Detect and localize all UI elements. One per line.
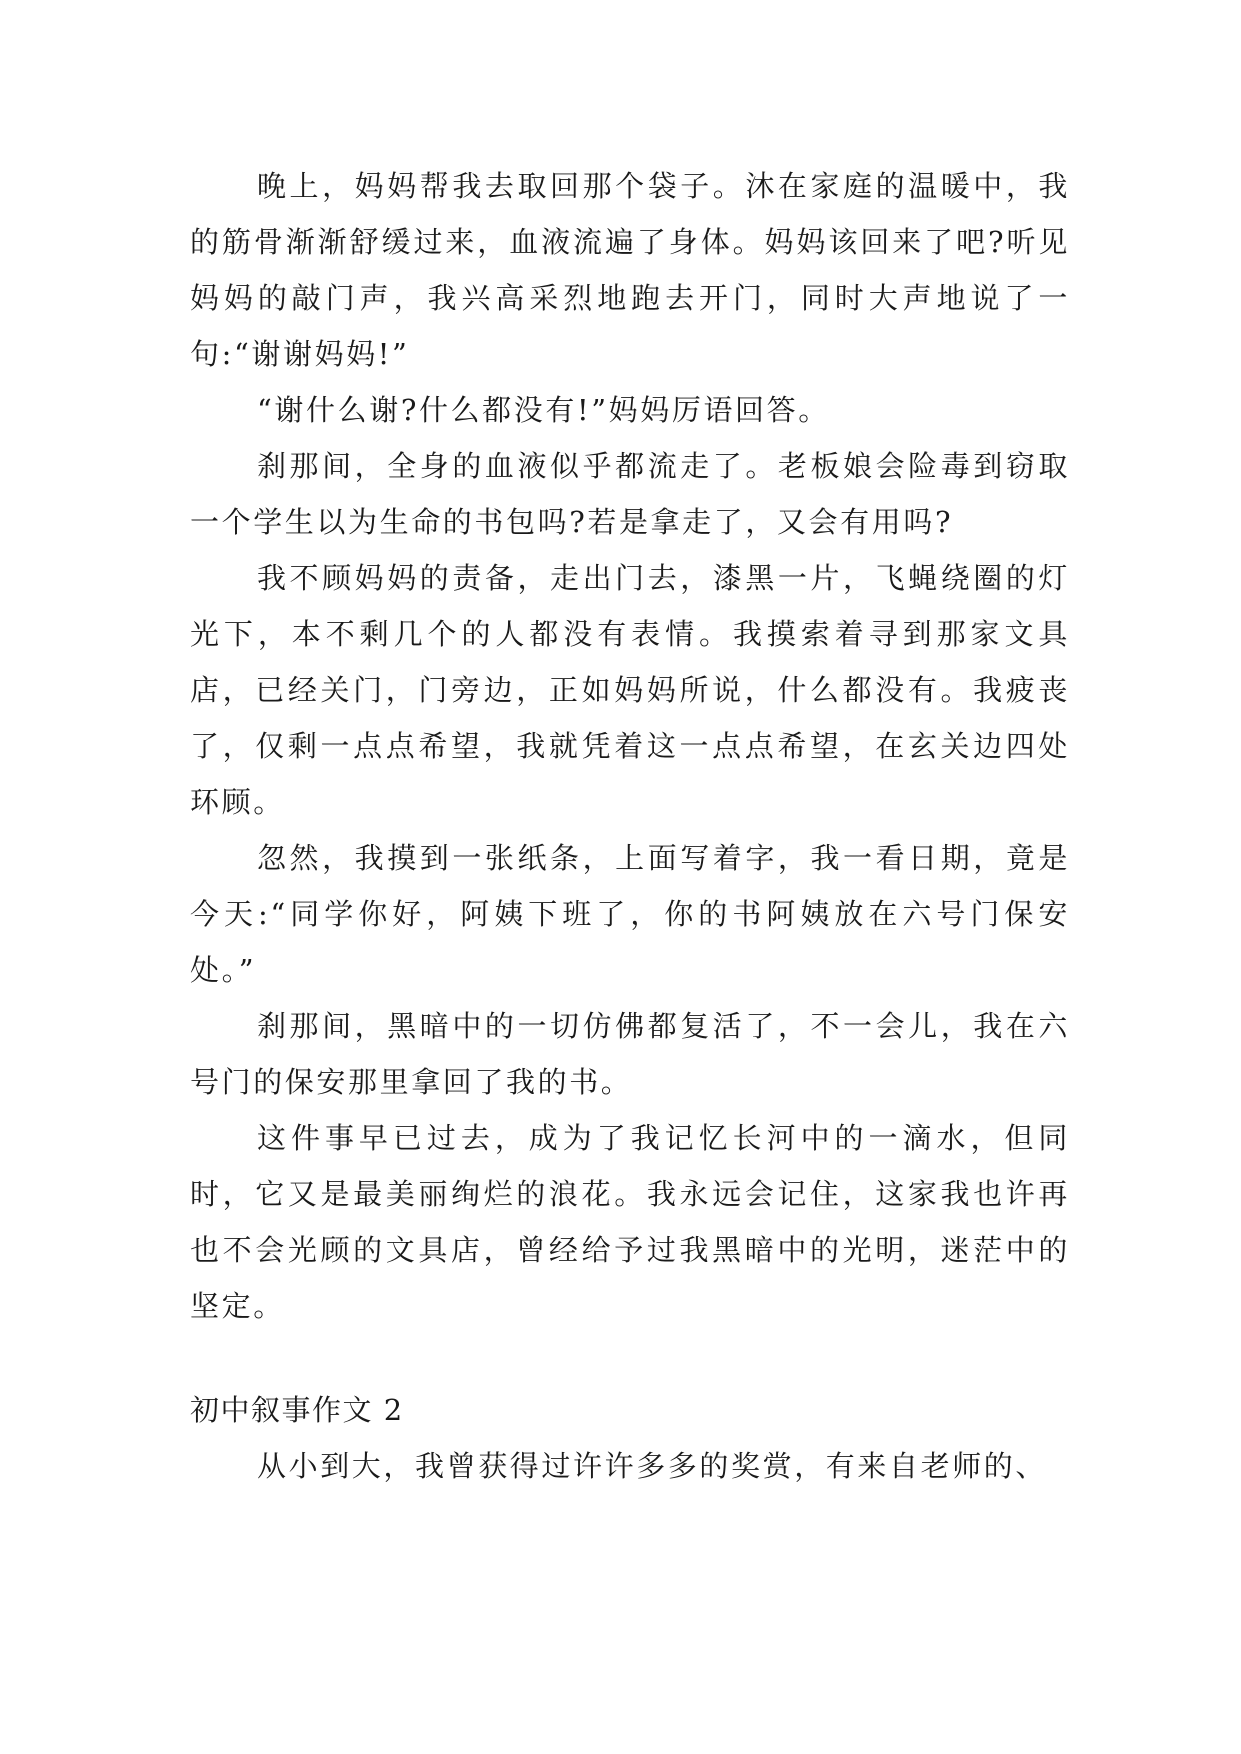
paragraph-search: 我不顾妈妈的责备，走出门去，漆黑一片，飞蝇绕圈的灯光下，本不剩几个的人都没有表情。我摸索着寻到那家文具店，已经关门，门旁边，正如妈妈所说，什么都没有。我疲丧了，仅剩一点点希望，我就凭着这一点点希望，在玄关边四处环顾。 xyxy=(190,561,1070,819)
paragraph-mother-reply: “谢什么谢?什么都没有!”妈妈厉语回答。 xyxy=(257,393,830,427)
section-spacer xyxy=(190,1334,1070,1382)
section-heading: 初中叙事作文 2 xyxy=(190,1393,404,1427)
paragraph-evening: 晚上，妈妈帮我去取回那个袋子。沐在家庭的温暖中，我的筋骨渐渐舒缓过来，血液流遍了身体。妈妈该回来了吧?听见妈妈的敲门声，我兴高采烈地跑去开门，同时大声地说了一句:“谢谢妈妈!” xyxy=(190,169,1070,371)
paragraph-memory: 这件事早已过去，成为了我记忆长河中的一滴水，但同时，它又是最美丽绚烂的浪花。我永远会记住，这家我也许再也不会光顾的文具店，曾经给予过我黑暗中的光明，迷茫中的坚定。 xyxy=(190,1121,1070,1323)
paragraph-next-essay: 从小到大，我曾获得过许许多多的奖赏，有来自老师的、 xyxy=(257,1449,1048,1483)
paragraph-revival: 刹那间，黑暗中的一切仿佛都复活了，不一会儿，我在六号门的保安那里拿回了我的书。 xyxy=(190,1009,1070,1099)
paragraph-note: 忽然，我摸到一张纸条，上面写着字，我一看日期，竟是今天:“同学你好，阿姨下班了，你的书阿姨放在六号门保安处。” xyxy=(190,841,1070,987)
document-page xyxy=(190,158,1070,1494)
paragraph-moment-shock: 刹那间，全身的血液似乎都流走了。老板娘会险毒到窃取一个学生以为生命的书包吗?若是拿走了，又会有用吗? xyxy=(190,449,1070,539)
